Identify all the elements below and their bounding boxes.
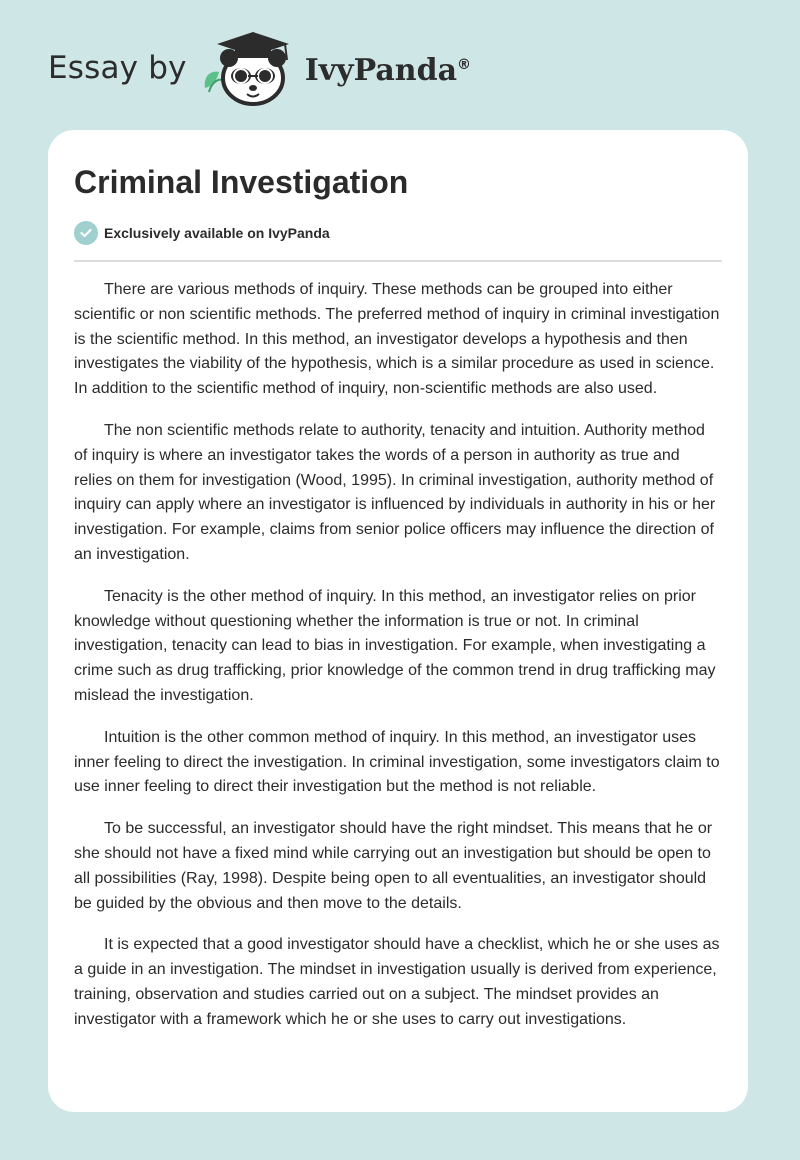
divider [74, 260, 722, 262]
site-header [48, 28, 648, 108]
paragraph: Intuition is the other common method of inquiry. In this method, an investigator uses inner feeling to direct the investigation. In criminal investigation, some investigators claim to use inner feeling to direct their investigation but the method is not reliable. [74, 728, 720, 796]
paragraph: It is expected that a good investigator should have a checklist, which he or she uses as a guide in an investigation. The mindset in investigation usually is derived from experience, training, observation and studies carried out on a subject. The mindset provides an investigator with a framework which he or she uses to carry out investigations. [74, 936, 720, 1028]
essay-body [74, 278, 722, 1050]
paragraph: The non scientific methods relate to authority, tenacity and intuition. Authority method of inquiry is where an investigator takes the words of a person in authority as true and relies on them for investigation (Wood, 1995). In criminal investigation, authority method of inquiry can apply where an investigator is influenced by individuals in authority in his or her investigation. For example, claims from senior police officers may influence the direction of an investigation. [74, 421, 716, 563]
panda-graduate-logo[interactable] [201, 28, 297, 108]
badge-label: Exclusively available on IvyPanda [104, 225, 330, 241]
paragraph: Tenacity is the other method of inquiry. In this method, an investigator relies on prior knowledge without questioning whether the information is true or not. In criminal investigation, tenacity can lead to bias in investigation. For example, when investigating a crime such as drug trafficking, prior knowledge of the common trend in drug trafficking may mislead the investigation. [74, 587, 716, 704]
essay-by-label: Essay by [48, 50, 187, 86]
essay-card [48, 130, 748, 1112]
page-title: Criminal Investigation [74, 164, 409, 200]
paragraph: To be successful, an investigator should have the right mindset. This means that he or she should not have a fixed mind while carrying out an investigation but should be open to all possibilities (Ray, 1998). Despite being open to all eventualities, an investigator should be guided by the obvious and then move to the details. [74, 820, 713, 912]
paragraph: There are various methods of inquiry. These methods can be grouped into either scientific or non scientific methods. The preferred method of inquiry in criminal investigation is the scientific method. In this method, an investigator develops a hypothesis and then investigates the viability of the hypothesis, which is a similar procedure as used in science. In addition to the scientific method of inquiry, non-scientific methods are also used. [74, 281, 720, 398]
brand-name[interactable] [305, 53, 471, 88]
check-circle-icon [74, 221, 98, 245]
availability-badge [74, 221, 330, 245]
brand-text: IvyPanda [304, 52, 458, 88]
registered-mark: ® [457, 56, 472, 73]
